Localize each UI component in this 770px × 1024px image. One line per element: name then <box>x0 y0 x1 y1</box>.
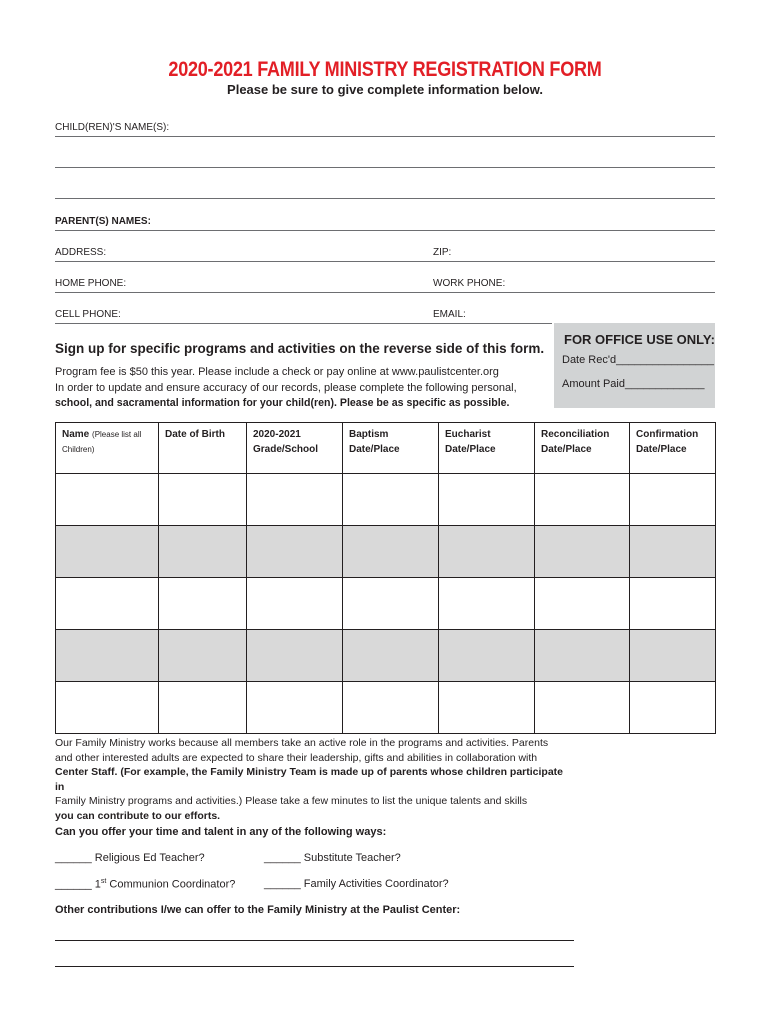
ministry-paragraph <box>55 736 575 824</box>
children-names-label: CHILD(REN)'S NAME(S): <box>55 122 170 133</box>
table-cell[interactable] <box>630 578 716 630</box>
cell-phone-label: CELL PHONE: <box>55 309 121 320</box>
col-baptism-header <box>343 423 439 474</box>
table-cell[interactable] <box>439 682 535 734</box>
contributions-line-2[interactable] <box>55 966 574 967</box>
children-names-line-3[interactable] <box>55 184 715 199</box>
table-cell[interactable] <box>56 630 159 682</box>
date-received-field: Date Rec'd________________ <box>562 354 714 366</box>
email-label: EMAIL: <box>433 309 466 320</box>
table-cell[interactable] <box>343 526 439 578</box>
table-row <box>56 682 716 734</box>
option-religious-ed-teacher[interactable]: ______ Religious Ed Teacher? <box>55 852 205 864</box>
update-text-1: In order to update and ensure accuracy of our records, please complete the following personal, <box>55 382 517 394</box>
table-row <box>56 526 716 578</box>
table-cell[interactable] <box>247 682 343 734</box>
address-label: ADDRESS: <box>55 247 107 258</box>
table-cell[interactable] <box>56 526 159 578</box>
table-cell[interactable] <box>247 578 343 630</box>
volunteer-question: Can you offer your time and talent in any of the following ways: <box>55 826 387 838</box>
col-reconciliation-header <box>535 423 630 474</box>
children-names-line-2[interactable] <box>55 153 715 168</box>
ministry-line-1: Our Family Ministry works because all members take an active role in the programs and activities. Parents <box>55 737 549 749</box>
form-title: 2020-2021 FAMILY MINISTRY REGISTRATION FORM <box>168 58 602 81</box>
col-name-label: Name <box>62 429 90 440</box>
col-name-header <box>56 423 159 474</box>
col-reconciliation-label-1: Reconciliation <box>541 429 610 440</box>
parent-names-label: PARENT(S) NAMES: <box>55 216 151 227</box>
table-cell[interactable] <box>343 630 439 682</box>
table-cell[interactable] <box>439 578 535 630</box>
col-confirmation-header <box>630 423 716 474</box>
signup-heading: Sign up for specific programs and activities on the reverse side of this form. <box>55 341 545 356</box>
table-cell[interactable] <box>247 526 343 578</box>
ministry-line-2: and other interested adults are expected to share their leadership, gifts and abilities in collaboration with <box>55 751 538 764</box>
col-confirmation-label-1: Confirmation <box>636 429 699 440</box>
col-grade-label-1: 2020-2021 <box>253 429 301 440</box>
col-name-note: (Please list all Children) <box>62 430 142 454</box>
ministry-line-4: Family Ministry programs and activities.) Please take a few minutes to list the unique talents and skills <box>55 795 528 808</box>
col-grade-label-2: Grade/School <box>253 444 319 455</box>
table-row <box>56 630 716 682</box>
table-header-row <box>56 423 716 474</box>
cell-email-field[interactable] <box>55 309 552 324</box>
table-cell[interactable] <box>439 474 535 526</box>
table-cell[interactable] <box>630 682 716 734</box>
option-family-activities-coordinator[interactable]: ______ Family Activities Coordinator? <box>264 878 449 890</box>
table-cell[interactable] <box>630 630 716 682</box>
phone-field[interactable] <box>55 278 715 293</box>
communion-post: Communion Coordinator? <box>106 878 236 891</box>
update-text-2: school, and sacramental information for your child(ren). Please be as specific as possible. <box>55 397 510 409</box>
col-baptism-label-2: Date/Place <box>349 444 400 455</box>
parent-names-field[interactable] <box>55 216 715 231</box>
table-cell[interactable] <box>56 682 159 734</box>
table-cell[interactable] <box>439 630 535 682</box>
col-reconciliation-label-2: Date/Place <box>541 444 592 455</box>
table-cell[interactable] <box>439 526 535 578</box>
address-field[interactable] <box>55 247 715 262</box>
table-cell[interactable] <box>535 682 630 734</box>
zip-label: ZIP: <box>433 247 452 258</box>
office-use-box <box>554 323 715 408</box>
office-use-heading: FOR OFFICE USE ONLY: <box>564 332 715 347</box>
children-names-field[interactable] <box>55 122 715 137</box>
col-dob-header <box>159 423 247 474</box>
col-confirmation-label-2: Date/Place <box>636 444 687 455</box>
col-eucharist-label-2: Date/Place <box>445 444 496 455</box>
communion-pre: ______ 1 <box>55 878 101 891</box>
table-cell[interactable] <box>56 474 159 526</box>
table-cell[interactable] <box>159 474 247 526</box>
amount-paid-field: Amount Paid_____________ <box>562 378 705 390</box>
table-cell[interactable] <box>630 526 716 578</box>
col-grade-header <box>247 423 343 474</box>
table-cell[interactable] <box>159 578 247 630</box>
fee-text: Program fee is $50 this year. Please include a check or pay online at www.paulistcenter.org <box>55 366 499 378</box>
table-row <box>56 578 716 630</box>
table-cell[interactable] <box>247 474 343 526</box>
table-cell[interactable] <box>159 682 247 734</box>
table-cell[interactable] <box>343 474 439 526</box>
table-cell[interactable] <box>159 526 247 578</box>
table-cell[interactable] <box>159 630 247 682</box>
contributions-label: Other contributions I/we can offer to the Family Ministry at the Paulist Center: <box>55 904 461 916</box>
col-eucharist-label-1: Eucharist <box>445 429 491 440</box>
home-phone-label: HOME PHONE: <box>55 278 127 289</box>
table-cell[interactable] <box>535 526 630 578</box>
table-cell[interactable] <box>630 474 716 526</box>
contributions-line-1[interactable] <box>55 940 574 941</box>
children-info-table <box>55 422 716 734</box>
table-cell[interactable] <box>535 578 630 630</box>
table-cell[interactable] <box>343 578 439 630</box>
ministry-line-3: Center Staff. (For example, the Family Ministry Team is made up of parents whose children participate in <box>55 766 564 793</box>
table-cell[interactable] <box>247 630 343 682</box>
table-row <box>56 474 716 526</box>
form-subtitle: Please be sure to give complete information below. <box>227 82 543 97</box>
option-substitute-teacher[interactable]: ______ Substitute Teacher? <box>264 852 401 864</box>
work-phone-label: WORK PHONE: <box>433 278 506 289</box>
option-communion-coordinator[interactable] <box>55 878 235 891</box>
ministry-line-5: you can contribute to our efforts. <box>55 809 221 822</box>
col-eucharist-header <box>439 423 535 474</box>
table-cell[interactable] <box>343 682 439 734</box>
col-dob-label: Date of Birth <box>165 429 225 440</box>
table-cell[interactable] <box>56 578 159 630</box>
communion-sup: st <box>100 878 107 885</box>
table-cell[interactable] <box>535 630 630 682</box>
table-cell[interactable] <box>535 474 630 526</box>
col-baptism-label-1: Baptism <box>349 429 389 440</box>
